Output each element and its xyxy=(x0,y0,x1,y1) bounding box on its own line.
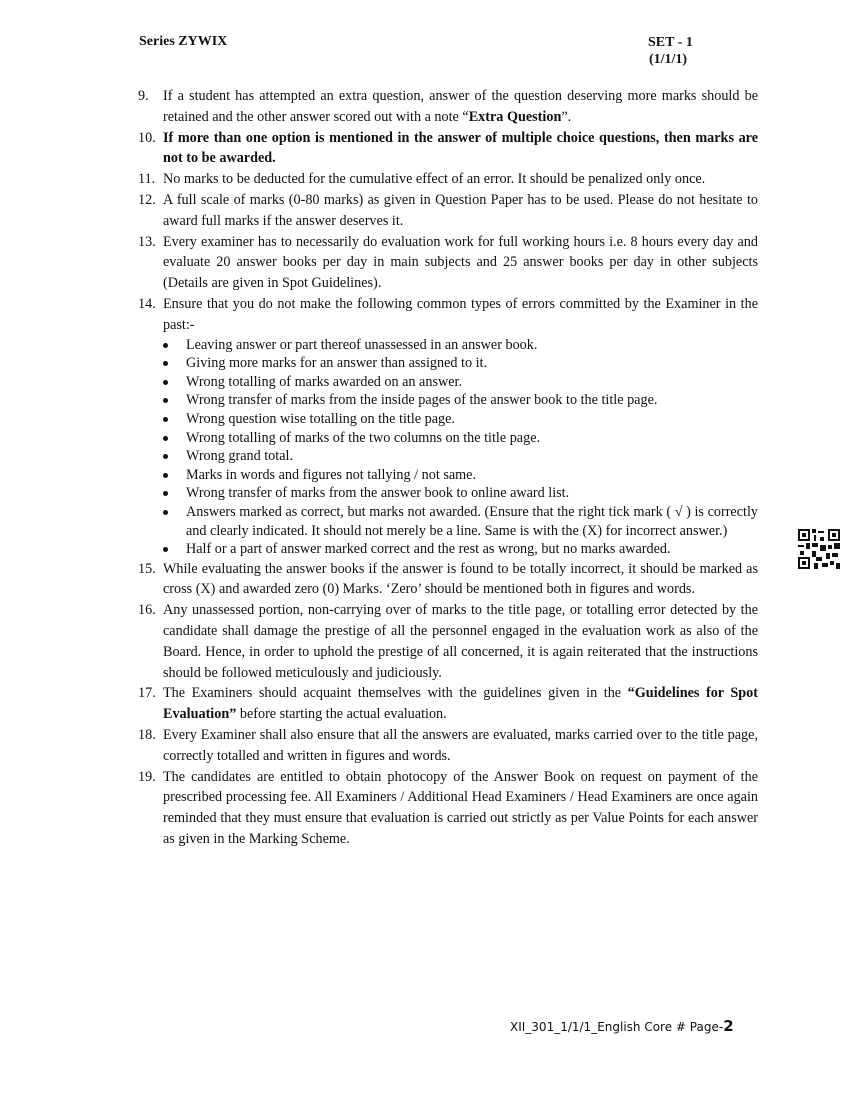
bullet-text: Marks in words and figures not tallying / not same. xyxy=(186,466,477,483)
item-text-post: ”. xyxy=(561,108,572,125)
instruction-item xyxy=(138,294,758,336)
bullet-dot-icon xyxy=(163,417,168,422)
bullet-dot-icon xyxy=(163,547,168,552)
bullet-text: Giving more marks for an answer than assigned to it. xyxy=(186,355,488,372)
bullet-dot-icon xyxy=(163,398,168,403)
item-number: 11. xyxy=(138,171,156,188)
item-number: 17. xyxy=(138,685,156,702)
bullet-dot-icon xyxy=(163,510,168,515)
item-number: 9. xyxy=(138,88,149,104)
bullet-text: Wrong question wise totalling on the title page. xyxy=(186,410,455,427)
instruction-item xyxy=(138,169,758,190)
item-number: 18. xyxy=(138,727,156,744)
bullet-dot-icon xyxy=(163,454,168,459)
item-text-pre: No marks to be deducted for the cumulative effect of an error. It should be penalized only once. xyxy=(163,171,706,188)
item-number: 12. xyxy=(138,191,156,208)
bullet-text: Answers marked as correct, but marks not awarded. (Ensure that the right tick mark ( √ ) is correctly and clearly indicated. It should not merely be a line. Same is with the (X) for incorrect answer.) xyxy=(186,503,758,539)
bullet-item xyxy=(186,354,758,373)
set-label: SET - 1 xyxy=(648,35,693,50)
bullet-item xyxy=(186,373,758,392)
bullet-item xyxy=(186,336,758,355)
bullet-item xyxy=(186,391,758,410)
item-text-bold: “Guidelines for Spot Evaluation” xyxy=(163,685,759,723)
item-text-pre: Ensure that you do not make the following common types of errors committed by the Examiner in the past:- xyxy=(163,295,758,333)
set-box xyxy=(648,34,693,68)
item-text-pre: Every examiner has to necessarily do evaluation work for full working hours i.e. 8 hours every day and evaluate 20 answer books per day in main subjects and 25 answer books per day in other subjects (Details are given in Spot Guidelines). xyxy=(163,233,758,292)
item-text-pre: If a student has attempted an extra question, answer of the question deserving more marks should be retained and the other answer scored out with a note “ xyxy=(163,88,758,125)
error-bullet-list xyxy=(138,336,758,559)
page-footer xyxy=(510,1017,734,1035)
bullet-item xyxy=(186,484,758,503)
item-text-pre: Every Examiner shall also ensure that all the answers are evaluated, marks carried over to the title page, correctly totalled and written in figures and words. xyxy=(163,727,758,764)
bullet-dot-icon xyxy=(163,473,168,478)
instruction-item xyxy=(138,559,758,601)
bullet-text: Wrong transfer of marks from the inside pages of the answer book to the title page. xyxy=(186,392,658,409)
item-text-pre: The Examiners should acquaint themselves with the guidelines given in the xyxy=(163,685,628,702)
bullet-text: Wrong totalling of marks of the two columns on the title page. xyxy=(186,429,541,446)
set-code: (1/1/1) xyxy=(648,52,688,67)
item-text-post: before starting the actual evaluation. xyxy=(236,706,447,723)
instruction-item xyxy=(138,128,758,170)
item-text-bold: If more than one option is mentioned in the answer of multiple choice questions, then marks are not to be awarded. xyxy=(163,129,758,167)
bullet-dot-icon xyxy=(163,436,168,441)
bullet-dot-icon xyxy=(163,491,168,496)
instruction-item xyxy=(138,190,758,232)
instruction-item xyxy=(138,683,758,725)
bullet-item xyxy=(186,540,758,559)
bullet-item xyxy=(186,429,758,448)
instruction-item xyxy=(138,232,758,294)
qr-code-icon xyxy=(798,529,840,569)
item-number: 14. xyxy=(138,295,156,312)
bullet-text: Wrong transfer of marks from the answer book to online award list. xyxy=(186,485,570,502)
bullet-dot-icon xyxy=(163,380,168,385)
bullet-item xyxy=(186,447,758,466)
bullet-text: Leaving answer or part thereof unassessed in an answer book. xyxy=(186,336,538,353)
item-text-pre: Any unassessed portion, non-carrying over of marks to the title page, or totalling error detected by the candidate shall damage the prestige of all the personnel engaged in the evaluation work as also of the Board. Hence, in order to uphold the prestige of all concerned, it is again reiterated that the instructions should be followed meticulously and judiciously. xyxy=(163,602,758,681)
item-text-pre: A full scale of marks (0-80 marks) as given in Question Paper has to be used. Please do not hesitate to award full marks if the answer deserves it. xyxy=(163,191,758,229)
item-number: 16. xyxy=(138,602,156,619)
bullet-text: Half or a part of answer marked correct and the rest as wrong, but no marks awarded. xyxy=(186,541,671,558)
instruction-item xyxy=(138,767,758,850)
instruction-item xyxy=(138,600,758,683)
item-number: 10. xyxy=(138,129,156,146)
bullet-dot-icon xyxy=(163,361,168,366)
bullet-text: Wrong grand total. xyxy=(186,448,293,465)
bullet-item xyxy=(186,466,758,485)
bullet-text: Wrong totalling of marks awarded on an answer. xyxy=(186,373,463,390)
item-number: 13. xyxy=(138,233,156,250)
instruction-item xyxy=(138,86,758,128)
instructions-list xyxy=(138,86,758,850)
bullet-item xyxy=(186,503,758,540)
item-number: 19. xyxy=(138,768,156,785)
footer-text: XII_301_1/1/1_English Core # Page- xyxy=(510,1020,724,1034)
item-text-pre: While evaluating the answer books if the answer is found to be totally incorrect, it should be marked as cross (X) and awarded zero (0) Marks. ‘Zero’ should be mentioned both in figures and words. xyxy=(163,560,758,598)
bullet-item xyxy=(186,410,758,429)
item-text-bold: Extra Question xyxy=(468,108,562,125)
bullet-dot-icon xyxy=(163,343,168,348)
instruction-item xyxy=(138,725,758,767)
item-text-pre: The candidates are entitled to obtain photocopy of the Answer Book on request on payment of the prescribed processing fee. All Examiners / Additional Head Examiners / Head Examiners are once again reminded that they must ensure that evaluation is carried out strictly as per Value Points for each answer as given in the Marking Scheme. xyxy=(163,768,758,848)
series-label: Series ZYWIX xyxy=(139,34,228,49)
item-number: 15. xyxy=(138,560,156,577)
page-number: 2 xyxy=(723,1017,734,1035)
